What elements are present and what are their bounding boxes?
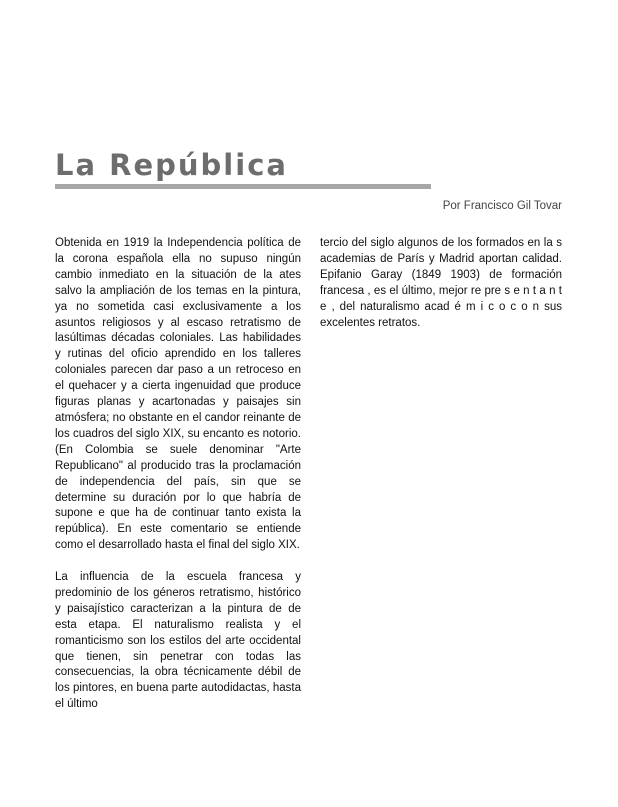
body-paragraph: tercio del siglo algunos de los formados en la s academias de París y Madrid aportan calidad. Epifanio Garay (1849 1903) de formación francesa , es el último, mejor re pre s e n t a n t e , del naturalismo acad é m i c o c o n sus excelentes retratos. [320, 237, 562, 329]
body-paragraph: La influencia de la escuela francesa y predominio de los géneros retratismo, histórico y paisajístico caracterizan a la pintura de de esta etapa. El naturalismo realista y el romanticismo son los estilos del arte occidental que tienen, sin penetrar con todas las consecuencias, la obra técnicamente débil de los pintores, en buena parte autodidactas, hasta el último [55, 571, 301, 711]
right-text-column [320, 236, 562, 331]
author-byline: Por Francisco Gil Tovar [442, 200, 562, 212]
title-underline-rule [55, 184, 431, 189]
body-paragraph: Obtenida en 1919 la Independencia política de la corona española ella no supuso ningún cambio inmediato en la situación de la ates salvo la ampliación de los temas en la pintura, ya no sometida casi exclusivamente a los asuntos religiosos y al escaso retratismo de lasúltimas décadas coloniales. Las habilidades y rutinas del oficio aprendido en los talleres coloniales parecen dar paso a un retroceso en el quehacer y a cierta ingenuidad que produce figuras planas y acartonadas y paisajes sin atmósfera; no obstante en el candor reinante de los cuadros del siglo XIX, su encanto es notorio. (En Colombia se suele denominar "Arte Republicano" al producido tras la proclamación de independencia del país, sin que se determine su duración por lo que habría de supone e que ha de continuar tanto exista la república). En este comentario se entiende como el desarrollado hasta el final del siglo XIX. [55, 237, 301, 552]
page-title: La República [55, 148, 288, 182]
left-text-column [55, 236, 301, 713]
